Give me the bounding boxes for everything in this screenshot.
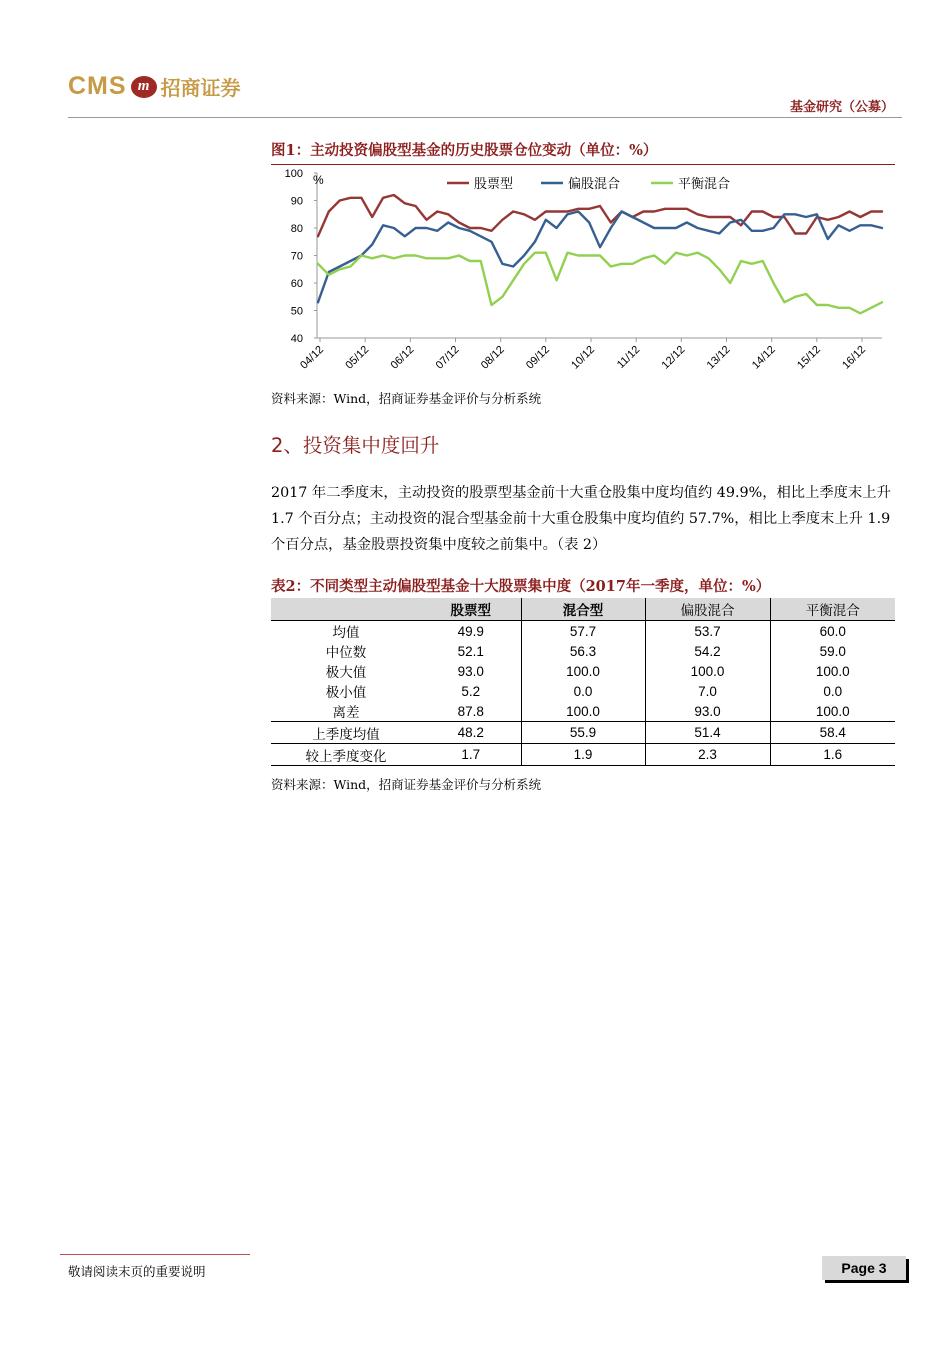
concentration-table [271, 598, 895, 766]
table-cell: 52.1 [421, 641, 521, 661]
x-tick-label: 16/12 [840, 343, 869, 372]
row-label: 中位数 [325, 645, 367, 661]
row-label: 极大值 [325, 665, 367, 681]
x-tick-label: 12/12 [659, 343, 688, 372]
table-cell: 0.0 [521, 681, 645, 701]
row-label: 离差 [332, 705, 360, 721]
logo-chinese-text: 招商证券 [160, 76, 241, 100]
table-cell: 7.0 [645, 681, 770, 701]
stock-position-line-chart [271, 163, 895, 388]
table-cell: 59.0 [819, 643, 846, 659]
figure-source: 资料来源：Wind，招商证券基金评价与分析系统 [271, 391, 542, 406]
x-tick-label: 07/12 [433, 343, 462, 372]
row-label: 上季度均值 [271, 722, 421, 744]
table-cell: 100.0 [521, 701, 645, 722]
table-row [271, 621, 895, 642]
y-tick-label: 90 [290, 195, 303, 208]
company-logo [68, 72, 241, 101]
x-tick-label: 15/12 [795, 343, 823, 372]
footer-note: 敬请阅读末页的重要说明 [68, 1264, 206, 1279]
page-number: Page 3 [822, 1256, 906, 1280]
x-tick-label: 08/12 [478, 343, 507, 372]
table-cell: 48.2 [421, 722, 521, 744]
table-row [271, 744, 895, 766]
section-heading: 2、投资集中度回升 [271, 434, 440, 457]
table-row [271, 722, 895, 744]
series-line-平衡混合 [318, 253, 882, 314]
table-cell: 93.0 [421, 661, 521, 681]
y-tick-label: 70 [290, 250, 303, 263]
table-cell: 0.0 [823, 683, 843, 699]
x-tick-label: 11/12 [614, 343, 643, 372]
table-row [271, 681, 895, 701]
legend-label: 平衡混合 [678, 177, 731, 192]
row-label: 均值 [332, 625, 360, 641]
footer-divider [60, 1254, 250, 1255]
header-cell-hybrid: 混合型 [521, 598, 645, 621]
table-cell: 87.8 [421, 701, 521, 722]
header-cell-stock: 股票型 [421, 598, 521, 621]
header-cell-equity-hybrid: 偏股混合 [645, 598, 770, 621]
body-paragraph: 2017 年二季度末，主动投资的股票型基金前十大重仓股集中度均值约 49.9%，相比上季度末上升 1.7 个百分点；主动投资的混合型基金前十大重仓股集中度均值约 57.7%，相比上季度末上升 1.9 个百分点，基金股票投资集中度较之前集中。（表 2） [271, 485, 891, 553]
header-cell-blank [271, 598, 421, 621]
table-cell: 53.7 [645, 621, 770, 642]
table-cell: 1.9 [521, 744, 645, 766]
y-tick-label: 60 [290, 278, 303, 290]
figure-title: 图1：主动投资偏股型基金的历史股票仓位变动（单位：%） [271, 139, 895, 165]
table-cell: 1.6 [770, 744, 895, 766]
x-tick-label: 05/12 [343, 343, 372, 372]
header-cell-balanced-hybrid: 平衡混合 [770, 598, 895, 621]
table-cell: 54.2 [645, 641, 770, 661]
header-divider [68, 117, 902, 118]
y-tick-label: 80 [290, 223, 303, 235]
table-cell: 56.3 [521, 641, 645, 661]
row-label: 极小值 [325, 685, 367, 701]
report-category: 基金研究（公募） [789, 100, 894, 115]
legend-label: 股票型 [474, 177, 514, 192]
y-unit-label: % [313, 173, 324, 187]
table-row [271, 641, 895, 661]
logo-latin-text: CMS [68, 72, 127, 100]
table-title: 表2：不同类型主动偏股型基金十大股票集中度（2017年一季度，单位：%） [271, 575, 895, 601]
table-cell: 55.9 [521, 722, 645, 744]
y-tick-label: 100 [284, 168, 303, 180]
table-cell: 100.0 [815, 663, 850, 679]
table-cell: 2.3 [645, 744, 770, 766]
x-tick-label: 13/12 [704, 343, 733, 372]
row-label: 较上季度变化 [271, 744, 421, 766]
table-cell: 100.0 [815, 703, 850, 719]
table-cell: 51.4 [645, 722, 770, 744]
y-tick-label: 40 [290, 333, 303, 345]
logo-mark-icon: m [131, 76, 157, 98]
x-tick-label: 04/12 [298, 343, 327, 372]
table-row [271, 701, 895, 722]
table-cell: 1.7 [421, 744, 521, 766]
table-header-row [271, 598, 895, 621]
table-cell: 5.2 [421, 681, 521, 701]
x-tick-label: 09/12 [524, 343, 552, 372]
table-cell: 100.0 [645, 661, 770, 681]
table-cell: 100.0 [521, 661, 645, 681]
table-cell: 57.7 [521, 621, 645, 642]
table-cell: 93.0 [645, 701, 770, 722]
table-source: 资料来源：Wind，招商证券基金评价与分析系统 [271, 777, 542, 792]
table-row [271, 661, 895, 681]
table-cell: 58.4 [770, 722, 895, 744]
x-tick-label: 06/12 [388, 343, 417, 372]
x-tick-label: 14/12 [749, 343, 778, 372]
y-tick-label: 50 [290, 305, 303, 318]
x-tick-label: 10/12 [569, 343, 598, 372]
legend-label: 偏股混合 [568, 177, 621, 192]
table-cell: 60.0 [819, 623, 846, 639]
table-cell: 49.9 [421, 621, 521, 642]
